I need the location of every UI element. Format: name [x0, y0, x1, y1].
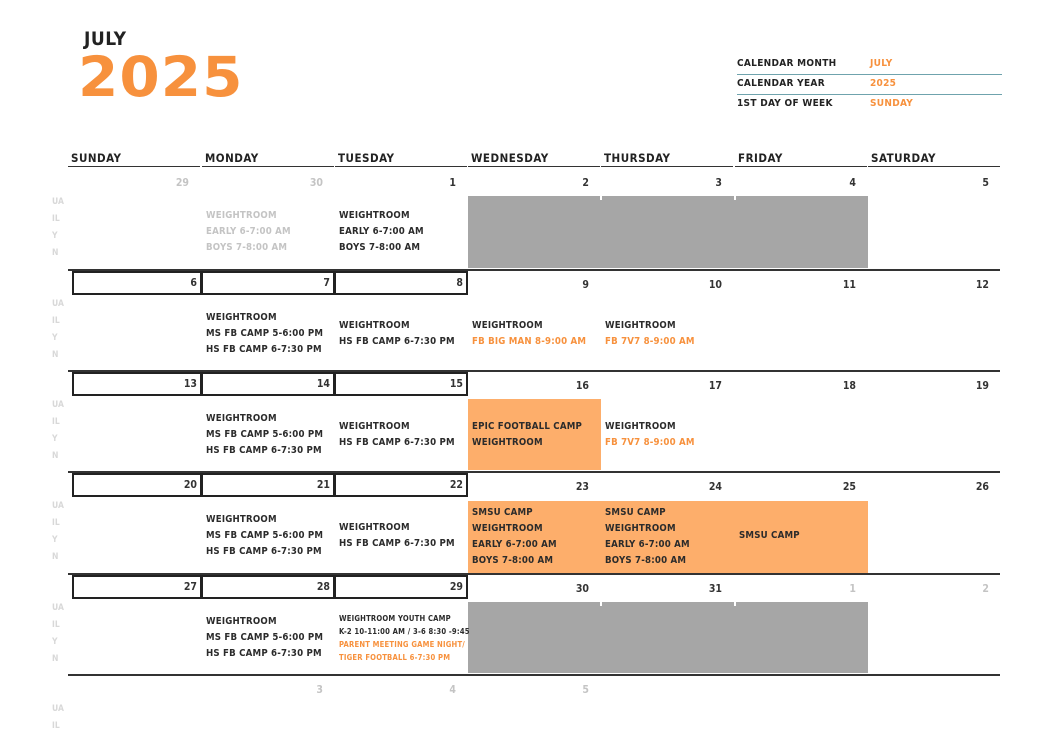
event-line[interactable]: HS FB CAMP 6-7:30 PM — [206, 445, 322, 456]
cell-separator — [734, 602, 736, 606]
date-number[interactable]: 30 — [575, 583, 589, 595]
day-header-thursday: THURSDAY — [601, 151, 733, 167]
ghost-letter: N — [52, 451, 59, 461]
date-number[interactable]: 25 — [842, 481, 856, 493]
week-divider — [68, 674, 1000, 676]
event-list — [472, 505, 557, 569]
blocked-range — [468, 602, 868, 673]
event-line-highlighted[interactable]: FB BIG MAN 8-9:00 AM — [472, 336, 587, 347]
ghost-text — [52, 600, 66, 668]
event-list — [739, 528, 800, 544]
ghost-letter: Y — [52, 535, 58, 545]
month-name: JULY — [84, 28, 127, 50]
setting-row-month — [737, 56, 1002, 75]
date-number[interactable]: 7 — [201, 271, 335, 295]
date-number[interactable]: 24 — [708, 481, 722, 493]
ghost-text — [52, 296, 66, 364]
setting-value-month[interactable]: JULY — [870, 58, 893, 69]
date-number[interactable]: 26 — [975, 481, 989, 493]
date-number[interactable]: 27 — [72, 575, 202, 599]
date-number[interactable]: 22 — [334, 473, 468, 497]
event-list — [605, 318, 695, 350]
date-number[interactable]: 16 — [575, 380, 589, 392]
ghost-letter: Y — [52, 333, 58, 343]
date-number[interactable]: 12 — [975, 279, 989, 291]
event-list — [339, 419, 455, 451]
event-line[interactable]: MS FB CAMP 5-6:00 PM — [206, 632, 324, 643]
setting-value-year[interactable]: 2025 — [870, 78, 897, 89]
event-line[interactable]: WEIGHTROOM — [206, 210, 277, 221]
event-line[interactable]: WEIGHTROOM — [206, 514, 277, 525]
event-line[interactable]: WEIGHTROOM — [206, 413, 277, 424]
event-list — [472, 419, 582, 451]
event-line[interactable]: WEIGHTROOM — [605, 523, 676, 534]
event-list — [206, 512, 323, 560]
event-line[interactable]: EARLY 6-7:00 AM — [339, 226, 424, 237]
event-line-highlighted[interactable]: TIGER FOOTBALL 6-7:30 PM — [339, 653, 451, 662]
event-list — [206, 310, 323, 358]
ghost-letter: Y — [52, 434, 58, 444]
event-list — [339, 208, 424, 256]
ghost-text — [52, 397, 66, 465]
event-line[interactable]: WEIGHTROOM — [339, 210, 410, 221]
event-line[interactable]: WEIGHTROOM — [472, 523, 543, 534]
event-list — [206, 411, 323, 459]
ghost-letter: N — [52, 654, 59, 664]
date-number[interactable]: 11 — [842, 279, 856, 291]
event-line[interactable]: K-2 10-11:00 AM / 3-6 8:30 -9:45 — [339, 627, 470, 636]
event-line[interactable]: EARLY 6-7:00 AM — [206, 226, 291, 237]
setting-row-year — [737, 76, 1002, 95]
event-line[interactable]: SMSU CAMP — [739, 530, 800, 541]
event-list — [339, 318, 455, 350]
ghost-letter: N — [52, 350, 59, 360]
date-number[interactable]: 6 — [72, 271, 202, 295]
cell-separator — [734, 196, 736, 200]
event-line[interactable]: BOYS 7-8:00 AM — [605, 555, 687, 566]
event-line[interactable]: WEIGHTROOM — [206, 312, 277, 323]
event-line[interactable]: SMSU CAMP — [605, 507, 666, 518]
date-number[interactable]: 31 — [708, 583, 722, 595]
date-number[interactable]: 10 — [708, 279, 722, 291]
event-list — [605, 505, 690, 569]
date-number[interactable]: 20 — [72, 473, 202, 497]
ghost-letter: N — [52, 552, 59, 562]
event-line[interactable]: BOYS 7-8:00 AM — [206, 242, 288, 253]
event-line[interactable]: MS FB CAMP 5-6:00 PM — [206, 530, 324, 541]
ghost-text — [52, 701, 66, 735]
date-number[interactable]: 28 — [201, 575, 335, 599]
event-line[interactable]: HS FB CAMP 6-7:30 PM — [206, 546, 322, 557]
event-line[interactable]: WEIGHTROOM — [206, 616, 277, 627]
event-line[interactable]: HS FB CAMP 6-7:30 PM — [339, 538, 455, 549]
date-number[interactable]: 5 — [582, 684, 589, 696]
event-line[interactable]: WEIGHTROOM — [339, 320, 410, 331]
blocked-range — [468, 196, 868, 268]
event-line[interactable]: WEIGHTROOM — [605, 421, 676, 432]
cell-separator — [600, 196, 602, 200]
event-line[interactable]: WEIGHTROOM — [339, 421, 410, 432]
date-number[interactable]: 15 — [334, 372, 468, 396]
setting-row-first-day — [737, 96, 1002, 114]
ghost-letter: UA — [52, 197, 64, 207]
ghost-letter: N — [52, 248, 59, 258]
date-number[interactable]: 2 — [582, 177, 589, 189]
ghost-letter: IL — [52, 316, 60, 326]
ghost-text — [52, 498, 66, 566]
date-number[interactable]: 1 — [449, 177, 456, 189]
date-number[interactable]: 1 — [849, 583, 856, 595]
ghost-letter: Y — [52, 231, 58, 241]
event-list — [472, 318, 586, 350]
event-line-highlighted[interactable]: FB 7V7 8-9:00 AM — [605, 437, 695, 448]
ghost-letter: UA — [52, 704, 64, 714]
ghost-letter: IL — [52, 214, 60, 224]
ghost-letter: IL — [52, 620, 60, 630]
event-line[interactable]: MS FB CAMP 5-6:00 PM — [206, 429, 324, 440]
date-number[interactable]: 17 — [708, 380, 722, 392]
event-line[interactable]: HS FB CAMP 6-7:30 PM — [206, 344, 322, 355]
date-number[interactable]: 14 — [201, 372, 335, 396]
day-header-saturday: SATURDAY — [868, 151, 1000, 167]
ghost-letter: Y — [52, 637, 58, 647]
date-number[interactable]: 3 — [316, 684, 323, 696]
date-number[interactable]: 9 — [582, 279, 589, 291]
ghost-letter: IL — [52, 518, 60, 528]
ghost-letter: UA — [52, 603, 64, 613]
year-title: 2025 — [78, 44, 244, 110]
date-number[interactable] — [68, 678, 194, 702]
day-header-wednesday: WEDNESDAY — [468, 151, 600, 167]
date-number[interactable]: 21 — [201, 473, 335, 497]
event-line[interactable]: HS FB CAMP 6-7:30 PM — [339, 336, 455, 347]
cell-separator — [600, 602, 602, 606]
ghost-letter: IL — [52, 417, 60, 427]
date-number[interactable]: 4 — [849, 177, 856, 189]
event-line[interactable]: BOYS 7-8:00 AM — [339, 242, 421, 253]
date-number[interactable]: 29 — [334, 575, 468, 599]
event-line-highlighted[interactable]: PARENT MEETING GAME NIGHT/ — [339, 640, 465, 649]
event-line[interactable]: SMSU CAMP — [472, 507, 533, 518]
date-number[interactable]: 23 — [575, 481, 589, 493]
event-line[interactable]: WEIGHTROOM YOUTH CAMP — [339, 614, 451, 623]
event-list — [339, 520, 455, 552]
date-number[interactable]: 2 — [982, 583, 989, 595]
date-number[interactable]: 29 — [175, 177, 189, 189]
event-line[interactable]: EARLY 6-7:00 AM — [472, 539, 557, 550]
ghost-letter: UA — [52, 501, 64, 511]
date-number[interactable] — [868, 678, 994, 702]
event-line[interactable]: BOYS 7-8:00 AM — [472, 555, 554, 566]
date-number[interactable]: 19 — [975, 380, 989, 392]
ghost-letter: IL — [52, 721, 60, 731]
event-list — [206, 208, 291, 256]
date-number[interactable]: 13 — [72, 372, 202, 396]
event-line-highlighted[interactable]: FB 7V7 8-9:00 AM — [605, 336, 695, 347]
date-number[interactable]: 18 — [842, 380, 856, 392]
event-line[interactable]: EARLY 6-7:00 AM — [605, 539, 690, 550]
setting-label: CALENDAR YEAR — [737, 78, 825, 89]
day-header-monday: MONDAY — [202, 151, 334, 167]
setting-label: CALENDAR MONTH — [737, 58, 837, 69]
date-number[interactable] — [601, 678, 727, 702]
setting-value-first-day[interactable]: SUNDAY — [870, 98, 914, 109]
event-line[interactable]: MS FB CAMP 5-6:00 PM — [206, 328, 324, 339]
ghost-letter: UA — [52, 299, 64, 309]
event-line[interactable]: WEIGHTROOM — [472, 320, 543, 331]
event-line[interactable]: HS FB CAMP 6-7:30 PM — [339, 437, 455, 448]
event-list — [339, 612, 470, 664]
day-header-sunday: SUNDAY — [68, 151, 200, 167]
date-number[interactable]: 5 — [982, 177, 989, 189]
date-number[interactable] — [735, 678, 861, 702]
event-line[interactable]: HS FB CAMP 6-7:30 PM — [206, 648, 322, 659]
setting-label: 1ST DAY OF WEEK — [737, 98, 833, 109]
ghost-text — [52, 194, 66, 262]
calendar-settings — [737, 56, 1002, 115]
day-header-tuesday: TUESDAY — [335, 151, 467, 167]
event-list — [605, 419, 695, 451]
event-line[interactable]: WEIGHTROOM — [472, 437, 543, 448]
event-line[interactable]: WEIGHTROOM — [339, 522, 410, 533]
event-list — [206, 614, 323, 662]
date-number[interactable]: 3 — [715, 177, 722, 189]
date-number[interactable]: 30 — [309, 177, 323, 189]
event-line[interactable]: WEIGHTROOM — [605, 320, 676, 331]
ghost-letter: UA — [52, 400, 64, 410]
date-number[interactable]: 4 — [449, 684, 456, 696]
day-header-friday: FRIDAY — [735, 151, 867, 167]
event-line[interactable]: EPIC FOOTBALL CAMP — [472, 421, 583, 432]
date-number[interactable]: 8 — [334, 271, 468, 295]
